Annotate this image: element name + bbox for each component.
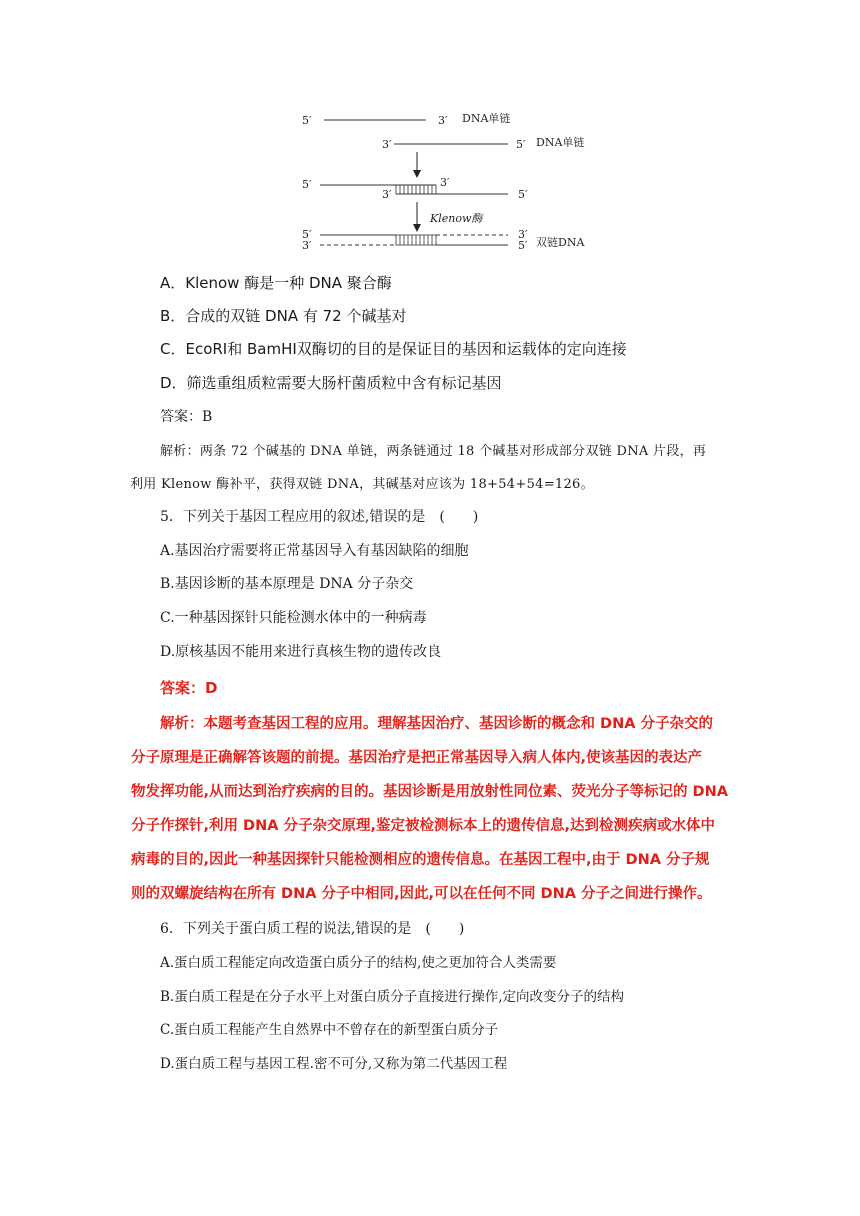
second-strand-5-label: 5′ — [516, 138, 526, 151]
final-bottom-3-label: 3′ — [302, 239, 312, 252]
q4-option-d: D．筛选重组质粒需要大肠杆菌质粒中含有标记基因 — [160, 374, 502, 392]
q5-stem: 5．下列关于基因工程应用的叙述,错误的是 ( ) — [160, 509, 479, 525]
q5-analysis-line-5: 病毒的目的,因此一种基因探针只能检测相应的遗传信息。在基因工程中,由于 DNA 分子规 — [131, 852, 710, 868]
q4-answer: 答案：B — [160, 409, 213, 425]
q5-analysis-line-2: 分子原理是正确解答该题的前提。基因治疗是把正常基因导入病人体内,使该基因的表达产 — [131, 750, 703, 766]
q6-stem: 6．下列关于蛋白质工程的说法,错误的是 ( ) — [160, 921, 465, 937]
q4-analysis-line-2: 利用 Klenow 酶补平，获得双链 DNA，其碱基对应该为 18+54+54=126。 — [130, 477, 594, 492]
q6-option-b: B.蛋白质工程是在分子水平上对蛋白质分子直接进行操作,定向改变分子的结构 — [160, 989, 625, 1005]
q4-option-b: B．合成的双链 DNA 有 72 个碱基对 — [160, 307, 407, 325]
dna-klenow-diagram — [290, 100, 600, 260]
top-strand-3-label: 3′ — [438, 114, 448, 127]
q6-option-d: D.蛋白质工程与基因工程.密不可分,又称为第二代基因工程 — [160, 1056, 508, 1072]
top-strand-tag: DNA单链 — [462, 112, 511, 125]
q5-answer: 答案：D — [160, 679, 218, 697]
q5-option-d: D.原核基因不能用来进行真核生物的遗传改良 — [160, 644, 442, 660]
final-top-5-label: 5′ — [302, 228, 312, 241]
mid-base-pair-ticks — [400, 185, 432, 194]
q5-analysis-line-1: 解析：本题考查基因工程的应用。理解基因治疗、基因诊断的概念和 DNA 分子杂交的 — [160, 716, 713, 732]
q5-analysis-line-4: 分子作探针,利用 DNA 分子杂交原理,鉴定被检测标本上的遗传信息,达到检测疾病或水体中 — [131, 818, 716, 834]
q4-option-a: A．Klenow 酶是一种 DNA 聚合酶 — [160, 274, 392, 292]
second-strand-3-label: 3′ — [382, 138, 392, 151]
mid-bottom-3-label: 3′ — [382, 188, 392, 201]
final-base-pair-ticks — [400, 235, 432, 245]
q5-analysis-line-6: 则的双螺旋结构在所有 DNA 分子中相同,因此,可以在任何不同 DNA 分子之间进行操作。 — [131, 886, 712, 902]
q6-option-c: C.蛋白质工程能产生自然界中不曾存在的新型蛋白质分子 — [160, 1022, 499, 1038]
down-arrow-head-1 — [413, 170, 421, 178]
q5-option-b: B.基因诊断的基本原理是 DNA 分子杂交 — [160, 576, 414, 592]
mid-top-5-label: 5′ — [302, 178, 312, 191]
q4-analysis-line-1: 解析：两条 72 个碱基的 DNA 单链，两条链通过 18 个碱基对形成部分双链 DNA 片段，再 — [160, 444, 707, 459]
down-arrow-head-2 — [413, 224, 421, 232]
q5-option-a: A.基因治疗需要将正常基因导入有基因缺陷的细胞 — [160, 543, 469, 559]
q6-option-a: A.蛋白质工程能定向改造蛋白质分子的结构,使之更加符合人类需要 — [160, 955, 557, 971]
klenow-enzyme-label: Klenow酶 — [430, 212, 483, 225]
mid-bottom-5-label: 5′ — [518, 188, 528, 201]
mid-top-3-label: 3′ — [440, 176, 450, 189]
top-strand-5-label: 5′ — [302, 114, 312, 127]
final-double-strand-tag: 双链DNA — [536, 236, 585, 249]
q5-analysis-line-3: 物发挥功能,从而达到治疗疾病的目的。基因诊断是用放射性同位素、荧光分子等标记的 DNA — [131, 784, 728, 800]
q5-option-c: C.一种基因探针只能检测水体中的一种病毒 — [160, 610, 427, 626]
second-strand-tag: DNA单链 — [536, 136, 585, 149]
final-top-3-label: 3′ — [518, 228, 528, 241]
q4-option-c: C．EcoRⅠ和 BamHⅠ双酶切的目的是保证目的基因和运载体的定向连接 — [160, 340, 627, 358]
final-bottom-5-label: 5′ — [518, 239, 528, 252]
